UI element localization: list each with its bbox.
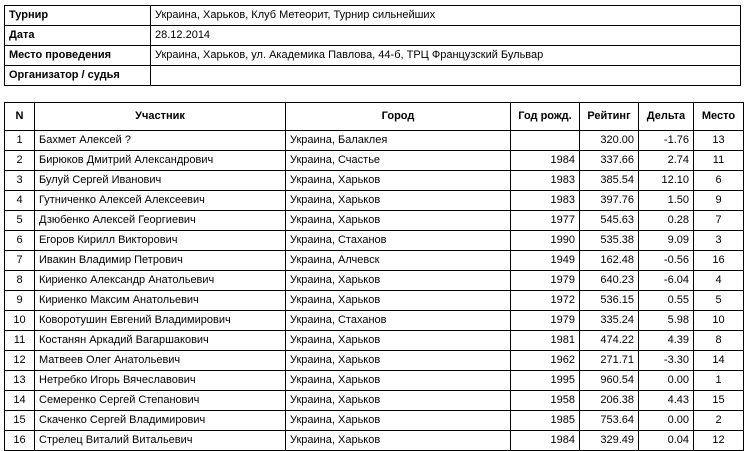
cell-birth-year: 1958 bbox=[511, 391, 580, 411]
cell-birth-year: 1995 bbox=[511, 371, 580, 391]
cell-place: 4 bbox=[694, 271, 744, 291]
info-label: Место проведения bbox=[5, 46, 151, 66]
cell-place: 12 bbox=[694, 431, 744, 451]
cell-city: Украина, Харьков bbox=[286, 351, 511, 371]
table-row bbox=[5, 371, 744, 391]
cell-place: 13 bbox=[694, 131, 744, 151]
cell-delta: 0.00 bbox=[639, 411, 694, 431]
cell-participant: Кириенко Александр Анатольевич bbox=[35, 271, 286, 291]
cell-birth-year: 1984 bbox=[511, 151, 580, 171]
info-row bbox=[5, 6, 741, 26]
cell-place: 10 bbox=[694, 311, 744, 331]
cell-participant: Ивакин Владимир Петрович bbox=[35, 251, 286, 271]
cell-birth-year: 1979 bbox=[511, 271, 580, 291]
cell-place: 5 bbox=[694, 291, 744, 311]
cell-place: 1 bbox=[694, 371, 744, 391]
cell-n: 4 bbox=[5, 191, 35, 211]
col-header-participant: Участник bbox=[35, 103, 286, 131]
cell-participant: Егоров Кирилл Викторович bbox=[35, 231, 286, 251]
table-row bbox=[5, 311, 744, 331]
info-value: Украина, Харьков, Клуб Метеорит, Турнир сильнейших bbox=[151, 6, 741, 26]
table-row bbox=[5, 251, 744, 271]
col-header-place: Место bbox=[694, 103, 744, 131]
cell-birth-year: 1981 bbox=[511, 331, 580, 351]
cell-rating: 535.38 bbox=[580, 231, 639, 251]
cell-birth-year: 1979 bbox=[511, 311, 580, 331]
cell-city: Украина, Харьков bbox=[286, 431, 511, 451]
cell-n: 5 bbox=[5, 211, 35, 231]
cell-participant: Нетребко Игорь Вячеславович bbox=[35, 371, 286, 391]
cell-birth-year: 1983 bbox=[511, 191, 580, 211]
col-header-rating: Рейтинг bbox=[580, 103, 639, 131]
cell-n: 2 bbox=[5, 151, 35, 171]
cell-delta: 0.55 bbox=[639, 291, 694, 311]
cell-delta: 4.43 bbox=[639, 391, 694, 411]
cell-birth-year: 1990 bbox=[511, 231, 580, 251]
cell-rating: 397.76 bbox=[580, 191, 639, 211]
cell-city: Украина, Алчевск bbox=[286, 251, 511, 271]
cell-participant: Матвеев Олег Анатольевич bbox=[35, 351, 286, 371]
cell-n: 14 bbox=[5, 391, 35, 411]
cell-city: Украина, Харьков bbox=[286, 271, 511, 291]
info-label: Организатор / судья bbox=[5, 66, 151, 86]
cell-rating: 385.54 bbox=[580, 171, 639, 191]
table-row bbox=[5, 331, 744, 351]
cell-delta: 12.10 bbox=[639, 171, 694, 191]
cell-place: 8 bbox=[694, 331, 744, 351]
cell-place: 14 bbox=[694, 351, 744, 371]
cell-birth-year: 1983 bbox=[511, 171, 580, 191]
cell-city: Украина, Харьков bbox=[286, 371, 511, 391]
cell-rating: 545.63 bbox=[580, 211, 639, 231]
cell-city: Украина, Харьков bbox=[286, 191, 511, 211]
cell-place: 16 bbox=[694, 251, 744, 271]
col-header-n: N bbox=[5, 103, 35, 131]
cell-place: 11 bbox=[694, 151, 744, 171]
info-value: 28.12.2014 bbox=[151, 26, 741, 46]
cell-city: Украина, Харьков bbox=[286, 411, 511, 431]
cell-rating: 753.64 bbox=[580, 411, 639, 431]
cell-n: 8 bbox=[5, 271, 35, 291]
cell-n: 1 bbox=[5, 131, 35, 151]
table-row bbox=[5, 131, 744, 151]
cell-delta: 0.28 bbox=[639, 211, 694, 231]
cell-city: Украина, Харьков bbox=[286, 171, 511, 191]
results-header-row bbox=[5, 103, 744, 131]
cell-delta: -3.30 bbox=[639, 351, 694, 371]
cell-rating: 206.38 bbox=[580, 391, 639, 411]
cell-n: 6 bbox=[5, 231, 35, 251]
table-row bbox=[5, 271, 744, 291]
cell-rating: 329.49 bbox=[580, 431, 639, 451]
results-table bbox=[4, 102, 744, 451]
table-row bbox=[5, 211, 744, 231]
cell-rating: 640.23 bbox=[580, 271, 639, 291]
cell-place: 9 bbox=[694, 191, 744, 211]
cell-delta: -6.04 bbox=[639, 271, 694, 291]
cell-participant: Бирюков Дмитрий Александрович bbox=[35, 151, 286, 171]
cell-delta: 5.98 bbox=[639, 311, 694, 331]
cell-birth-year: 1962 bbox=[511, 351, 580, 371]
cell-n: 3 bbox=[5, 171, 35, 191]
cell-birth-year: 1985 bbox=[511, 411, 580, 431]
cell-birth-year bbox=[511, 131, 580, 151]
cell-place: 2 bbox=[694, 411, 744, 431]
cell-participant: Костанян Аркадий Вагаршакович bbox=[35, 331, 286, 351]
cell-delta: 2.74 bbox=[639, 151, 694, 171]
cell-delta: 4.39 bbox=[639, 331, 694, 351]
cell-delta: 1.50 bbox=[639, 191, 694, 211]
table-row bbox=[5, 151, 744, 171]
cell-delta: 0.00 bbox=[639, 371, 694, 391]
cell-birth-year: 1977 bbox=[511, 211, 580, 231]
table-row bbox=[5, 171, 744, 191]
col-header-birth-year: Год рожд. bbox=[511, 103, 580, 131]
cell-place: 7 bbox=[694, 211, 744, 231]
info-row bbox=[5, 26, 741, 46]
cell-participant: Скаченко Сергей Владимирович bbox=[35, 411, 286, 431]
cell-n: 15 bbox=[5, 411, 35, 431]
cell-delta: -0.56 bbox=[639, 251, 694, 271]
cell-n: 10 bbox=[5, 311, 35, 331]
table-row bbox=[5, 291, 744, 311]
table-row bbox=[5, 391, 744, 411]
cell-rating: 320.00 bbox=[580, 131, 639, 151]
cell-n: 11 bbox=[5, 331, 35, 351]
col-header-delta: Дельта bbox=[639, 103, 694, 131]
cell-delta: 0.04 bbox=[639, 431, 694, 451]
cell-n: 16 bbox=[5, 431, 35, 451]
cell-rating: 271.71 bbox=[580, 351, 639, 371]
info-value: Украина, Харьков, ул. Академика Павлова, 44-б, ТРЦ Французский Бульвар bbox=[151, 46, 741, 66]
cell-city: Украина, Харьков bbox=[286, 291, 511, 311]
cell-birth-year: 1949 bbox=[511, 251, 580, 271]
cell-city: Украина, Балаклея bbox=[286, 131, 511, 151]
cell-birth-year: 1972 bbox=[511, 291, 580, 311]
info-value bbox=[151, 66, 741, 86]
cell-birth-year: 1984 bbox=[511, 431, 580, 451]
cell-place: 15 bbox=[694, 391, 744, 411]
info-row bbox=[5, 66, 741, 86]
cell-participant: Стрелец Виталий Витальевич bbox=[35, 431, 286, 451]
cell-delta: 9.09 bbox=[639, 231, 694, 251]
tournament-info-table bbox=[4, 5, 741, 86]
table-row bbox=[5, 231, 744, 251]
cell-place: 6 bbox=[694, 171, 744, 191]
cell-rating: 536.15 bbox=[580, 291, 639, 311]
cell-n: 13 bbox=[5, 371, 35, 391]
cell-delta: -1.76 bbox=[639, 131, 694, 151]
col-header-city: Город bbox=[286, 103, 511, 131]
cell-participant: Гутниченко Алексей Алексеевич bbox=[35, 191, 286, 211]
cell-city: Украина, Счастье bbox=[286, 151, 511, 171]
cell-city: Украина, Харьков bbox=[286, 211, 511, 231]
cell-n: 9 bbox=[5, 291, 35, 311]
cell-rating: 337.66 bbox=[580, 151, 639, 171]
cell-city: Украина, Стаханов bbox=[286, 311, 511, 331]
cell-participant: Булуй Сергей Иванович bbox=[35, 171, 286, 191]
cell-n: 7 bbox=[5, 251, 35, 271]
info-label: Дата bbox=[5, 26, 151, 46]
info-row bbox=[5, 46, 741, 66]
cell-participant: Дзюбенко Алексей Георгиевич bbox=[35, 211, 286, 231]
table-row bbox=[5, 191, 744, 211]
cell-participant: Семеренко Сергей Степанович bbox=[35, 391, 286, 411]
cell-rating: 335.24 bbox=[580, 311, 639, 331]
cell-rating: 162.48 bbox=[580, 251, 639, 271]
cell-participant: Кириенко Максим Анатольевич bbox=[35, 291, 286, 311]
cell-n: 12 bbox=[5, 351, 35, 371]
cell-rating: 960.54 bbox=[580, 371, 639, 391]
table-row bbox=[5, 351, 744, 371]
cell-participant: Коворотушин Евгений Владимирович bbox=[35, 311, 286, 331]
cell-rating: 474.22 bbox=[580, 331, 639, 351]
cell-place: 3 bbox=[694, 231, 744, 251]
table-row bbox=[5, 411, 744, 431]
cell-city: Украина, Харьков bbox=[286, 391, 511, 411]
cell-city: Украина, Стаханов bbox=[286, 231, 511, 251]
cell-city: Украина, Харьков bbox=[286, 331, 511, 351]
table-row bbox=[5, 431, 744, 451]
cell-participant: Бахмет Алексей ? bbox=[35, 131, 286, 151]
info-label: Турнир bbox=[5, 6, 151, 26]
